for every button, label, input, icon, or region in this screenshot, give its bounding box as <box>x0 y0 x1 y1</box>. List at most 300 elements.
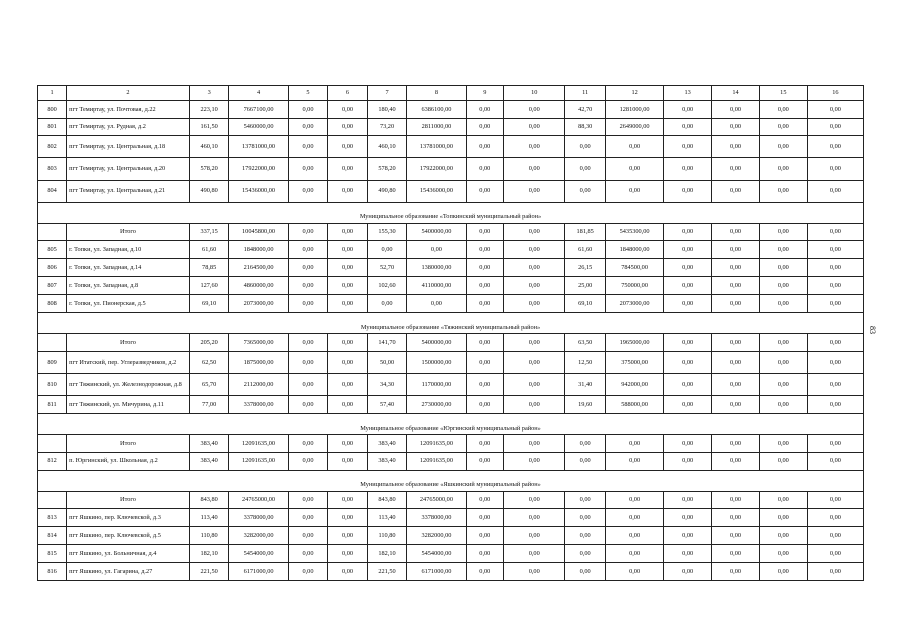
table-cell: 77,00 <box>189 395 229 413</box>
table-cell: 0,00 <box>712 295 760 313</box>
address-cell: пгт Темиртау, ул. Рудная, д.2 <box>67 118 190 136</box>
table-cell: 223,10 <box>189 100 229 118</box>
table-cell: 0,00 <box>605 434 663 452</box>
table-cell: 0,00 <box>504 434 565 452</box>
column-number-header: 5 <box>288 86 328 101</box>
table-cell: 181,85 <box>565 223 606 241</box>
table-cell: 0,00 <box>288 527 328 545</box>
table-cell: 13781000,00 <box>229 136 288 158</box>
table-cell: 73,20 <box>367 118 407 136</box>
table-cell: 6171000,00 <box>229 562 288 580</box>
table-cell: 0,00 <box>807 277 863 295</box>
table-cell: 0,00 <box>466 333 503 351</box>
table-cell: 0,00 <box>664 277 712 295</box>
table-cell: 12,50 <box>565 351 606 373</box>
table-cell: 0,00 <box>328 180 368 202</box>
address-cell: пгт Темиртау, ул. Центральная, д.18 <box>67 136 190 158</box>
table-cell: 69,10 <box>565 295 606 313</box>
row-number-cell: 814 <box>38 527 67 545</box>
table-body <box>38 86 864 581</box>
table-cell: 10045800,00 <box>229 223 288 241</box>
table-cell: 0,00 <box>504 562 565 580</box>
table-cell: 0,00 <box>712 395 760 413</box>
address-cell: пгт Тяжинский, ул. Железнодорожная, д.8 <box>67 373 190 395</box>
row-number-cell <box>38 434 67 452</box>
table-cell: 0,00 <box>664 100 712 118</box>
table-cell: 0,00 <box>466 100 503 118</box>
table-cell: 61,60 <box>565 241 606 259</box>
row-number-cell: 806 <box>38 259 67 277</box>
table-cell: 2073000,00 <box>605 295 663 313</box>
table-cell: 0,00 <box>712 333 760 351</box>
table-cell: 0,00 <box>759 545 807 563</box>
table-cell: 141,70 <box>367 333 407 351</box>
table-cell: 0,00 <box>504 295 565 313</box>
table-cell: 0,00 <box>504 545 565 563</box>
table-cell: 383,40 <box>189 452 229 470</box>
table-cell: 0,00 <box>605 545 663 563</box>
table-cell: 3378000,00 <box>229 509 288 527</box>
table-cell: 0,00 <box>466 373 503 395</box>
table-cell: 0,00 <box>664 545 712 563</box>
table-cell: 1848000,00 <box>229 241 288 259</box>
table-cell: 0,00 <box>288 562 328 580</box>
table-cell: 0,00 <box>712 223 760 241</box>
table-cell: 0,00 <box>288 223 328 241</box>
table-cell: 0,00 <box>712 452 760 470</box>
table-cell: 0,00 <box>712 509 760 527</box>
table-cell: 0,00 <box>712 158 760 180</box>
table-cell: 0,00 <box>466 118 503 136</box>
table-cell: 0,00 <box>328 158 368 180</box>
table-cell: 6386100,00 <box>407 100 466 118</box>
municipality-title: Муниципальное образование «Юргинский муниципальный район» <box>38 413 864 434</box>
table-cell: 0,00 <box>328 509 368 527</box>
table-cell: 5454000,00 <box>229 545 288 563</box>
table-row <box>38 545 864 563</box>
table-cell: 0,00 <box>565 136 606 158</box>
table-cell: 0,00 <box>288 373 328 395</box>
table-cell: 0,00 <box>466 158 503 180</box>
table-cell: 0,00 <box>328 118 368 136</box>
table-cell: 0,00 <box>504 277 565 295</box>
table-cell: 0,00 <box>605 180 663 202</box>
table-cell: 61,60 <box>189 241 229 259</box>
table-cell: 1848000,00 <box>605 241 663 259</box>
table-cell: 0,00 <box>328 277 368 295</box>
column-number-header: 11 <box>565 86 606 101</box>
row-number-cell: 813 <box>38 509 67 527</box>
address-cell: пгт Итатский, пер. Углеразведчиков, д.2 <box>67 351 190 373</box>
row-number-cell: 811 <box>38 395 67 413</box>
table-cell: 0,00 <box>328 259 368 277</box>
table-row <box>38 351 864 373</box>
table-cell: 0,00 <box>288 100 328 118</box>
table-cell: 0,00 <box>504 351 565 373</box>
table-cell: 0,00 <box>807 180 863 202</box>
table-cell: 0,00 <box>288 545 328 563</box>
column-number-header: 2 <box>67 86 190 101</box>
table-cell: 182,10 <box>189 545 229 563</box>
table-cell: 0,00 <box>712 545 760 563</box>
table-cell: 3282000,00 <box>229 527 288 545</box>
table-cell: 337,15 <box>189 223 229 241</box>
table-cell: 0,00 <box>807 351 863 373</box>
table-cell: 0,00 <box>466 545 503 563</box>
table-cell: 2073000,00 <box>229 295 288 313</box>
table-cell: 52,70 <box>367 259 407 277</box>
total-row <box>38 333 864 351</box>
table-cell: 57,40 <box>367 395 407 413</box>
table-cell: 0,00 <box>759 158 807 180</box>
total-row <box>38 223 864 241</box>
table-cell: 0,00 <box>466 295 503 313</box>
table-cell: 4860000,00 <box>229 277 288 295</box>
table-cell: 1875000,00 <box>229 351 288 373</box>
row-number-cell: 804 <box>38 180 67 202</box>
table-cell: 578,20 <box>367 158 407 180</box>
table-cell: 0,00 <box>504 158 565 180</box>
table-cell: 127,60 <box>189 277 229 295</box>
address-cell: п. Юргинский, ул. Школьная, д.2 <box>67 452 190 470</box>
row-number-cell: 816 <box>38 562 67 580</box>
table-cell: 0,00 <box>664 241 712 259</box>
table-cell: 5400000,00 <box>407 223 466 241</box>
table-cell: 5400000,00 <box>407 333 466 351</box>
table-cell: 0,00 <box>807 452 863 470</box>
table-cell: 0,00 <box>664 395 712 413</box>
table-cell: 2164500,00 <box>229 259 288 277</box>
address-cell: пгт Темиртау, ул. Центральная, д.21 <box>67 180 190 202</box>
table-cell: 1281000,00 <box>605 100 663 118</box>
table-cell: 0,00 <box>466 277 503 295</box>
table-cell: 0,00 <box>664 351 712 373</box>
table-cell: 0,00 <box>288 295 328 313</box>
table-cell: 0,00 <box>565 491 606 509</box>
column-number-header: 15 <box>759 86 807 101</box>
column-number-header: 8 <box>407 86 466 101</box>
table-cell: 0,00 <box>664 491 712 509</box>
table-cell: 0,00 <box>565 527 606 545</box>
table-cell: 0,00 <box>466 452 503 470</box>
table-cell: 25,00 <box>565 277 606 295</box>
table-cell: 0,00 <box>328 395 368 413</box>
table-cell: 0,00 <box>712 562 760 580</box>
column-number-row <box>38 86 864 101</box>
table-cell: 0,00 <box>466 241 503 259</box>
table-cell: 0,00 <box>504 180 565 202</box>
table-cell: 0,00 <box>807 491 863 509</box>
table-cell: 0,00 <box>807 223 863 241</box>
table-cell: 0,00 <box>407 241 466 259</box>
table-cell: 0,00 <box>759 333 807 351</box>
table-cell: 0,00 <box>504 395 565 413</box>
table-cell: 0,00 <box>504 373 565 395</box>
table-cell: 17922000,00 <box>229 158 288 180</box>
table-cell: 843,80 <box>189 491 229 509</box>
table-cell: 0,00 <box>664 452 712 470</box>
table-cell: 0,00 <box>807 434 863 452</box>
total-row <box>38 434 864 452</box>
table-cell: 88,30 <box>565 118 606 136</box>
total-label-cell: Итого <box>67 434 190 452</box>
table-cell: 0,00 <box>807 118 863 136</box>
table-cell: 0,00 <box>504 509 565 527</box>
table-cell: 0,00 <box>328 100 368 118</box>
table-cell: 0,00 <box>565 180 606 202</box>
table-cell: 0,00 <box>759 562 807 580</box>
table-cell: 2649000,00 <box>605 118 663 136</box>
table-cell: 221,50 <box>367 562 407 580</box>
address-cell: г. Топки, ул. Пионерская, д.5 <box>67 295 190 313</box>
table-cell: 0,00 <box>466 527 503 545</box>
table-cell: 0,00 <box>712 527 760 545</box>
page-number: 83 <box>868 326 877 334</box>
table-cell: 0,00 <box>712 373 760 395</box>
table-cell: 7667100,00 <box>229 100 288 118</box>
address-cell: г. Топки, ул. Западная, д.8 <box>67 277 190 295</box>
table-cell: 0,00 <box>328 351 368 373</box>
table-cell: 0,00 <box>328 545 368 563</box>
total-row <box>38 491 864 509</box>
table-cell: 3378000,00 <box>229 395 288 413</box>
table-cell: 0,00 <box>565 562 606 580</box>
table-cell: 0,00 <box>504 333 565 351</box>
table-cell: 0,00 <box>466 509 503 527</box>
row-number-cell <box>38 491 67 509</box>
municipality-title: Муниципальное образование «Топкинский муниципальный район» <box>38 202 864 223</box>
row-number-cell: 805 <box>38 241 67 259</box>
table-row <box>38 158 864 180</box>
table-row <box>38 527 864 545</box>
table-cell: 0,00 <box>759 373 807 395</box>
column-number-header: 14 <box>712 86 760 101</box>
table-cell: 12091635,00 <box>229 434 288 452</box>
table-cell: 7365000,00 <box>229 333 288 351</box>
table-cell: 0,00 <box>288 452 328 470</box>
row-number-cell: 801 <box>38 118 67 136</box>
table-cell: 0,00 <box>328 373 368 395</box>
table-cell: 0,00 <box>605 509 663 527</box>
table-cell: 0,00 <box>759 241 807 259</box>
municipality-title: Муниципальное образование «Яшкинский муниципальный район» <box>38 470 864 491</box>
table-cell: 0,00 <box>664 333 712 351</box>
table-cell: 0,00 <box>664 562 712 580</box>
table-cell: 0,00 <box>288 491 328 509</box>
table-cell: 12091635,00 <box>407 452 466 470</box>
table-cell: 0,00 <box>807 527 863 545</box>
table-cell: 1170000,00 <box>407 373 466 395</box>
table-cell: 0,00 <box>504 527 565 545</box>
table-cell: 0,00 <box>565 158 606 180</box>
table-cell: 0,00 <box>664 223 712 241</box>
table-cell: 490,80 <box>189 180 229 202</box>
table-cell: 0,00 <box>759 223 807 241</box>
table-cell: 0,00 <box>605 136 663 158</box>
table-cell: 1965000,00 <box>605 333 663 351</box>
table-cell: 0,00 <box>712 434 760 452</box>
table-cell: 0,00 <box>712 100 760 118</box>
table-cell: 17922000,00 <box>407 158 466 180</box>
table-cell: 13781000,00 <box>407 136 466 158</box>
table-cell: 24765000,00 <box>229 491 288 509</box>
table-cell: 0,00 <box>288 333 328 351</box>
table-row <box>38 295 864 313</box>
table-cell: 0,00 <box>759 491 807 509</box>
table-cell: 0,00 <box>759 452 807 470</box>
table-cell: 0,00 <box>565 434 606 452</box>
table-cell: 0,00 <box>466 395 503 413</box>
table-cell: 0,00 <box>328 241 368 259</box>
table-cell: 0,00 <box>504 259 565 277</box>
row-number-cell <box>38 333 67 351</box>
table-cell: 0,00 <box>288 180 328 202</box>
table-cell: 0,00 <box>712 259 760 277</box>
table-cell: 0,00 <box>288 158 328 180</box>
table-cell: 0,00 <box>504 223 565 241</box>
table-cell: 19,60 <box>565 395 606 413</box>
table-cell: 5460000,00 <box>229 118 288 136</box>
table-cell: 750000,00 <box>605 277 663 295</box>
address-cell: пгт Темиртау, ул. Центральная, д.20 <box>67 158 190 180</box>
table-cell: 460,10 <box>367 136 407 158</box>
table-row <box>38 395 864 413</box>
section-header-row <box>38 413 864 434</box>
table-cell: 0,00 <box>466 351 503 373</box>
table-cell: 0,00 <box>504 100 565 118</box>
table-cell: 0,00 <box>466 434 503 452</box>
table-cell: 0,00 <box>664 373 712 395</box>
table-cell: 578,20 <box>189 158 229 180</box>
column-number-header: 1 <box>38 86 67 101</box>
table-cell: 0,00 <box>466 136 503 158</box>
table-cell: 0,00 <box>807 545 863 563</box>
address-cell: пгт Яшкино, пер. Ключевской, д.3 <box>67 509 190 527</box>
table-cell: 0,00 <box>565 509 606 527</box>
row-number-cell: 815 <box>38 545 67 563</box>
table-cell: 0,00 <box>328 295 368 313</box>
address-cell: пгт Яшкино, ул. Больничная, д.4 <box>67 545 190 563</box>
row-number-cell: 800 <box>38 100 67 118</box>
section-header-row <box>38 202 864 223</box>
table-cell: 0,00 <box>328 452 368 470</box>
table-cell: 78,85 <box>189 259 229 277</box>
table-cell: 843,80 <box>367 491 407 509</box>
table-cell: 0,00 <box>288 136 328 158</box>
table-cell: 0,00 <box>759 277 807 295</box>
column-number-header: 16 <box>807 86 863 101</box>
table-cell: 0,00 <box>759 100 807 118</box>
table-cell: 0,00 <box>328 562 368 580</box>
municipality-title: Муниципальное образование «Тяжинский муниципальный район» <box>38 312 864 333</box>
table-cell: 0,00 <box>712 136 760 158</box>
table-row <box>38 452 864 470</box>
address-cell: г. Топки, ул. Западная, д.10 <box>67 241 190 259</box>
table-cell: 0,00 <box>288 509 328 527</box>
table-cell: 0,00 <box>605 562 663 580</box>
table-cell: 0,00 <box>328 223 368 241</box>
address-cell: пгт Темиртау, ул. Почтовая, д.22 <box>67 100 190 118</box>
table-cell: 3378000,00 <box>407 509 466 527</box>
address-cell: пгт Тяжинский, ул. Мичурина, д.11 <box>67 395 190 413</box>
column-number-header: 9 <box>466 86 503 101</box>
table-cell: 2112000,00 <box>229 373 288 395</box>
table-cell: 0,00 <box>328 491 368 509</box>
table-cell: 490,80 <box>367 180 407 202</box>
table-cell: 0,00 <box>565 452 606 470</box>
table-row <box>38 373 864 395</box>
table-cell: 0,00 <box>466 562 503 580</box>
table-cell: 0,00 <box>605 491 663 509</box>
total-label-cell: Итого <box>67 223 190 241</box>
table-cell: 0,00 <box>407 295 466 313</box>
table-cell: 0,00 <box>466 223 503 241</box>
table-cell: 31,40 <box>565 373 606 395</box>
table-cell: 0,00 <box>759 527 807 545</box>
table-cell: 0,00 <box>605 527 663 545</box>
total-label-cell: Итого <box>67 333 190 351</box>
table-cell: 0,00 <box>504 136 565 158</box>
table-cell: 0,00 <box>504 241 565 259</box>
row-number-cell: 803 <box>38 158 67 180</box>
table-cell: 0,00 <box>759 180 807 202</box>
table-cell: 0,00 <box>605 452 663 470</box>
table-cell: 0,00 <box>466 491 503 509</box>
table-cell: 0,00 <box>807 100 863 118</box>
table-cell: 6171000,00 <box>407 562 466 580</box>
table-cell: 1500000,00 <box>407 351 466 373</box>
table-row <box>38 509 864 527</box>
row-number-cell: 807 <box>38 277 67 295</box>
table-cell: 0,00 <box>807 136 863 158</box>
column-number-header: 12 <box>605 86 663 101</box>
table-row <box>38 136 864 158</box>
table-cell: 113,40 <box>367 509 407 527</box>
table-cell: 0,00 <box>367 295 407 313</box>
table-cell: 4110000,00 <box>407 277 466 295</box>
table-cell: 2811000,00 <box>407 118 466 136</box>
table-row <box>38 562 864 580</box>
table-cell: 0,00 <box>328 136 368 158</box>
table-cell: 383,40 <box>189 434 229 452</box>
table-cell: 182,10 <box>367 545 407 563</box>
table-cell: 0,00 <box>712 241 760 259</box>
table-cell: 0,00 <box>712 351 760 373</box>
table-cell: 0,00 <box>807 158 863 180</box>
table-cell: 942000,00 <box>605 373 663 395</box>
table-cell: 5435300,00 <box>605 223 663 241</box>
column-number-header: 6 <box>328 86 368 101</box>
table-cell: 12091635,00 <box>407 434 466 452</box>
table-cell: 205,20 <box>189 333 229 351</box>
table-cell: 0,00 <box>807 395 863 413</box>
table-cell: 0,00 <box>664 434 712 452</box>
table-cell: 0,00 <box>605 158 663 180</box>
table-cell: 0,00 <box>807 509 863 527</box>
table-cell: 0,00 <box>664 158 712 180</box>
table-cell: 0,00 <box>759 136 807 158</box>
table-cell: 0,00 <box>504 491 565 509</box>
total-label-cell: Итого <box>67 491 190 509</box>
table-cell: 2730000,00 <box>407 395 466 413</box>
table-row <box>38 118 864 136</box>
table-cell: 24765000,00 <box>407 491 466 509</box>
housing-program-table <box>37 85 864 581</box>
table-cell: 0,00 <box>807 259 863 277</box>
table-cell: 0,00 <box>712 491 760 509</box>
column-number-header: 3 <box>189 86 229 101</box>
table-cell: 0,00 <box>759 395 807 413</box>
